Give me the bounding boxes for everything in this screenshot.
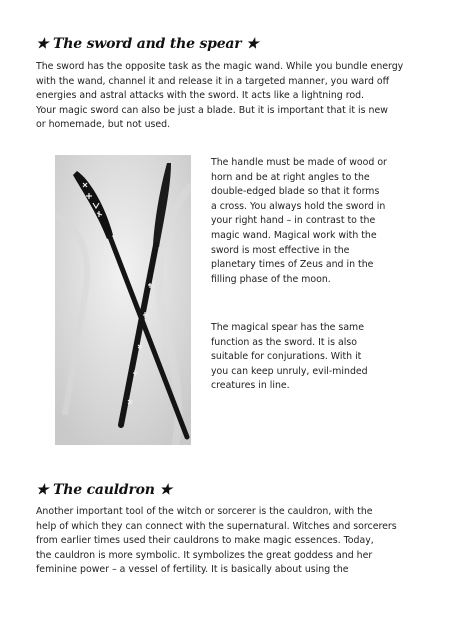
- section-title-cauldron: ★ The cauldron ★: [36, 482, 172, 498]
- text-line: sword is most effective in the: [211, 244, 350, 256]
- cauldron-paragraph: [36, 505, 446, 578]
- text-line: Your magic sword can also be just a blade. But it is important that it is new: [36, 104, 388, 116]
- text-line: creatures in line.: [211, 380, 290, 392]
- text-line: The handle must be made of wood or: [211, 157, 387, 168]
- text-line: help of which they can connect with the supernatural. Witches and sorcerers: [36, 520, 397, 532]
- sword-spear-illustration: [55, 155, 191, 445]
- text-line: magic wand. Magical work with the: [211, 229, 377, 241]
- text-line: Another important tool of the witch or sorcerer is the cauldron, with the: [36, 506, 373, 517]
- text-line: suitable for conjurations. With it: [211, 351, 362, 363]
- text-line: The sword has the opposite task as the magic wand. While you bundle energy: [36, 61, 404, 72]
- intro-paragraph: [36, 60, 436, 133]
- text-line: or homemade, but not used.: [36, 119, 171, 131]
- text-line: you can keep unruly, evil-minded: [211, 365, 368, 377]
- text-line: with the wand, channel it and release it in a targeted manner, you ward off: [36, 75, 390, 87]
- text-line: the cauldron is more symbolic. It symbolizes the great goddess and her: [36, 549, 373, 561]
- sword-and-spear-photo: [55, 155, 191, 445]
- text-line: a cross. You always hold the sword in: [211, 200, 386, 212]
- text-line: planetary times of Zeus and in the: [211, 259, 374, 271]
- text-line: energies and astral attacks with the sword. It acts like a lightning rod.: [36, 90, 365, 102]
- text-line: The magical spear has the same: [211, 322, 364, 333]
- text-line: feminine power – a vessel of fertility. It is basically about using the: [36, 564, 349, 576]
- text-line: from earlier times used their cauldrons to make magic essences. Today,: [36, 535, 374, 547]
- section-title-sword-spear: ★ The sword and the spear ★: [36, 36, 259, 52]
- text-line: double-edged blade so that it forms: [211, 186, 380, 198]
- text-line: your right hand – in contrast to the: [211, 215, 376, 227]
- spear-description-paragraph: [211, 321, 431, 394]
- text-line: function as the sword. It is also: [211, 336, 357, 348]
- text-line: filling phase of the moon.: [211, 273, 331, 285]
- text-line: horn and be at right angles to the: [211, 171, 370, 183]
- sword-description-paragraph: [211, 156, 431, 287]
